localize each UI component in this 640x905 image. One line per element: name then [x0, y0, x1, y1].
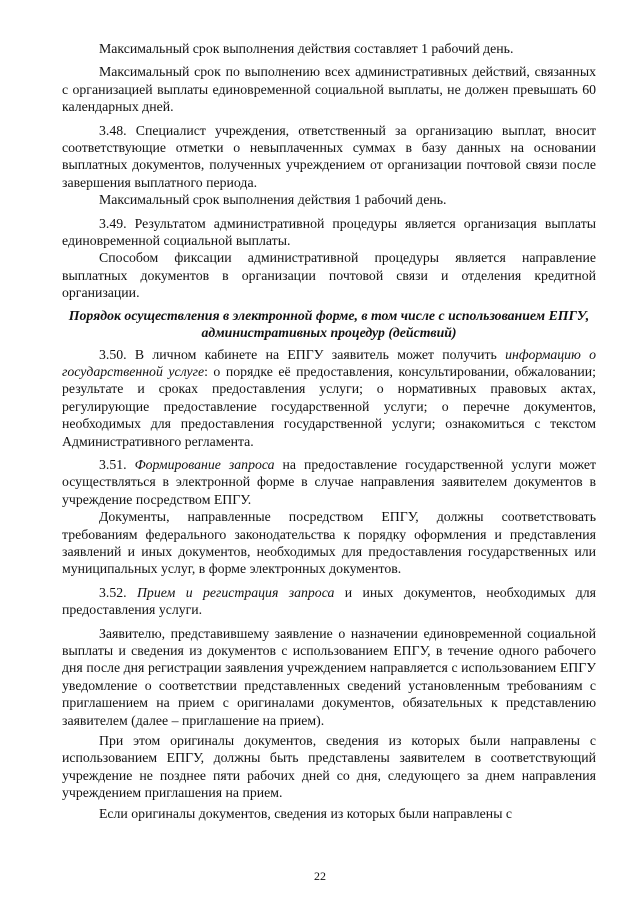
paragraph-1: Максимальный срок выполнения действия составляет 1 рабочий день. — [99, 41, 514, 56]
paragraph-3-51-start: 3.51. — [99, 456, 135, 472]
paragraph-12: При этом оригиналы документов, сведения из которых были направлены с использованием ЕПГУ, должны быть представлены заявителем в соответствующий учреждение не позднее пяти рабочих дней со дня, следующего за днем направления учреждением приглашения на прием. — [62, 733, 596, 801]
paragraph-3-52-emphasis: Прием и регистрация запроса — [136, 584, 335, 600]
paragraph-3-50-start: 3.50. В личном кабинете на ЕПГУ заявитель может получить — [99, 346, 506, 362]
page-number: 22 — [314, 869, 326, 883]
paragraph-3-51-emphasis: Формирование запроса — [134, 456, 275, 472]
paragraph-3-50 — [62, 346, 596, 450]
paragraph-3-51-rest: на предоставление государственной услуги может осуществляться в электронной форме в случае направления заявителем документов в учреждение посредством ЕПГУ. — [62, 456, 596, 507]
paragraph-3-50-rest: : о порядке её предоставления, консультировании, обжаловании; результате и сроках предоставления услуги; о нормативных правовых актах, регулирующие предоставление государственной услуги; о перечне документов, необходимых для предоставления государственной услуги; ознакомиться с текстом Административного регламента. — [62, 363, 596, 449]
paragraph-11: Заявителю, представившему заявление о назначении единовременной социальной выплаты и сведения из документов с использованием ЕПГУ, в течение одного рабочего дня после дня регистрации заявления учреждением направляется с использованием ЕПГУ уведомление о соответствии представленных сведений установленным требованиям с приглашением на прием с оригиналами документов, обязательных к представлению заявителем (далее – приглашение на прием). — [62, 625, 596, 728]
paragraph-3-52 — [62, 584, 596, 619]
paragraph-2: Максимальный срок по выполнению всех административных действий, связанных с организацией выплаты единовременной социальной выплаты, не должен превышать 60 календарных дней. — [62, 64, 596, 115]
paragraph-6: Способом фиксации административной процедуры является направление выплатных документов в организации почтовой связи и отделения кредитной организации. — [62, 250, 596, 301]
section-heading: Порядок осуществления в электронной форме, в том числе с использованием ЕПГУ, административных процедур (действий) — [68, 307, 590, 341]
paragraph-3-48: 3.48. Специалист учреждения, ответственный за организацию выплат, вносит соответствующие отметки о невыплаченных суммах в базу данных на основании выплатных документов, полученных учреждением от организации почтовой связи после завершения выплатного периода. — [62, 122, 596, 190]
paragraph-9: Документы, направленные посредством ЕПГУ, должны соответствовать требованиям федерального законодательства к порядку оформления и представления заявлений и иных документов, необходимых для предоставления государственных или муниципальных услуг, в форме электронных документов. — [62, 509, 596, 577]
paragraph-3-51 — [62, 456, 596, 508]
paragraph-3-52-start: 3.52. — [99, 584, 137, 600]
paragraph-4: Максимальный срок выполнения действия 1 рабочий день. — [99, 192, 447, 208]
paragraph-13: Если оригиналы документов, сведения из которых были направлены с — [99, 805, 513, 821]
paragraph-3-52-rest: и иных документов, необходимых для предоставления услуги. — [62, 584, 596, 618]
document-body — [62, 40, 596, 822]
paragraph-3-50-emphasis: информацию о государственной услуге — [62, 346, 596, 379]
paragraph-3-49: 3.49. Результатом административной процедуры является организация выплаты единовременной социальной выплаты. — [62, 215, 596, 249]
